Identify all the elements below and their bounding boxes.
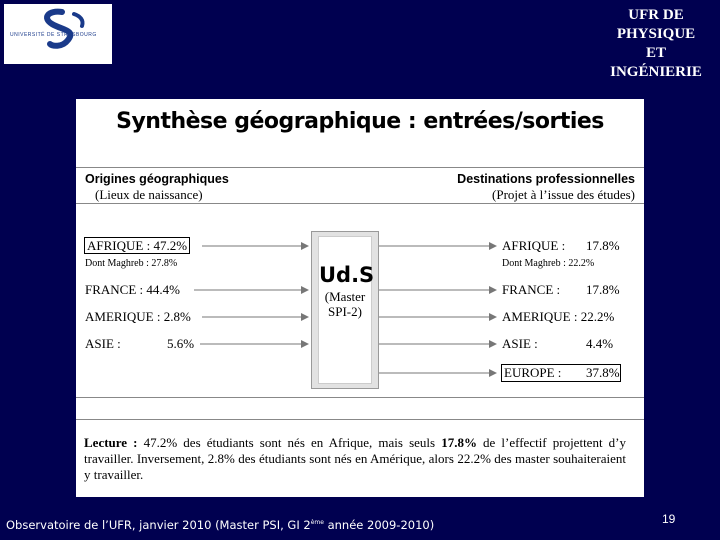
logo-text: UNIVERSITÉ DE STRASBOURG [10, 32, 97, 38]
dest-afrique [502, 238, 620, 254]
dest-europe-label: EUROPE : [504, 365, 562, 380]
origin-maghreb: Dont Maghreb : 27.8% [85, 258, 178, 269]
footer-sup: ème [310, 519, 324, 527]
dest-france-label: FRANCE : [502, 282, 561, 297]
ufr-title-line: UFR DE [628, 7, 684, 23]
origin-asie-label: ASIE : [85, 336, 121, 351]
dest-asie [502, 336, 614, 352]
uds-title: Ud.S [319, 263, 375, 287]
dest-asie-value: 4.4% [586, 336, 614, 351]
lecture-text-2: de l’effectif projettent d’y travailler. Inversement, 2.8% des étudiants sont nés en Amérique, alors 22.2% des master souhaiteraient y travailler. [84, 435, 626, 482]
slide-title: Synthèse géographique : entrées/sorties [116, 109, 604, 134]
origin-france: FRANCE : 44.4% [85, 282, 180, 297]
origin-asie-value: 5.6% [167, 336, 195, 351]
origin-asie [85, 336, 195, 352]
lecture-label: Lecture : [84, 435, 138, 450]
dest-france-value: 17.8% [586, 282, 620, 297]
uds-box [311, 231, 379, 389]
uds-inner [318, 236, 375, 384]
origin-amerique: AMERIQUE : 2.8% [85, 309, 191, 324]
page-number: 19 [662, 512, 676, 526]
origin-afrique-label: AFRIQUE : 47.2% [87, 238, 188, 253]
dest-maghreb: Dont Maghreb : 22.2% [502, 258, 595, 269]
origins-header-subtitle: (Lieux de naissance) [95, 187, 203, 202]
origins-header-title: Origines géographiques [85, 172, 229, 186]
footer-source [6, 518, 434, 532]
divider [76, 397, 644, 398]
ufr-title [596, 6, 716, 82]
destinations-header-title: Destinations professionnelles [457, 172, 635, 186]
footer-text: Observatoire de l’UFR, janvier 2010 (Master PSI, GI 2 [6, 518, 311, 532]
university-logo [4, 4, 112, 64]
origin-afrique [85, 238, 189, 254]
uds-subtitle-line: SPI-2) [328, 304, 362, 319]
lecture-bold: 17.8% [441, 435, 477, 450]
lecture-text: 47.2% des étudiants sont nés en Afrique, mais seuls [137, 435, 442, 450]
ufr-title-line: ET [645, 45, 666, 61]
uds-subtitle-line: (Master [324, 289, 366, 304]
divider [76, 419, 644, 420]
ufr-title-line: INGÉNIERIE [610, 64, 702, 80]
dest-france [502, 282, 620, 298]
dest-amerique: AMERIQUE : 22.2% [502, 309, 615, 324]
lecture-note [84, 435, 626, 483]
footer-text-end: année 2009-2010) [323, 518, 435, 532]
dest-europe [502, 365, 620, 381]
slide-panel [76, 99, 644, 497]
dest-europe-value: 37.8% [586, 365, 620, 380]
dest-afrique-value: 17.8% [586, 238, 620, 253]
destinations-header-subtitle: (Projet à l’issue des études) [492, 187, 635, 202]
dest-asie-label: ASIE : [502, 336, 538, 351]
uds-subtitle [319, 289, 371, 319]
dest-afrique-label: AFRIQUE : [502, 238, 566, 253]
ufr-title-line: PHYSIQUE [616, 26, 696, 42]
